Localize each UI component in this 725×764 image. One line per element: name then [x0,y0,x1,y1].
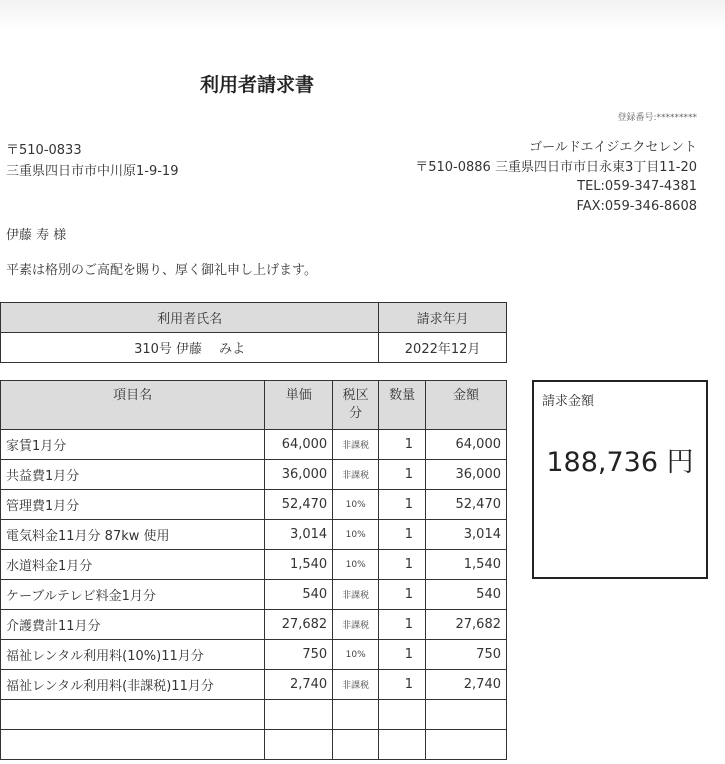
item-amount: 52,470 [426,490,507,520]
item-name: 共益費1月分 [1,460,265,490]
empty-cell [426,700,507,730]
item-quantity: 1 [379,610,426,640]
recipient-address-block [6,140,178,182]
empty-table-row [1,700,507,730]
table-row [1,640,507,670]
items-header-row [1,381,507,430]
item-unit-price: 1,540 [265,550,333,580]
user-info-table [0,302,507,363]
company-tel: TEL:059-347-4381 [577,179,697,194]
item-unit-price: 540 [265,580,333,610]
empty-cell [333,730,379,760]
billing-amount-box [532,380,708,579]
table-row [1,550,507,580]
item-name: 水道料金1月分 [1,550,265,580]
table-row [1,670,507,700]
billing-month-header: 請求年月 [379,303,507,333]
item-amount: 540 [426,580,507,610]
item-quantity: 1 [379,670,426,700]
item-tax-category: 10% [333,490,379,520]
item-amount: 27,682 [426,610,507,640]
item-unit-price: 36,000 [265,460,333,490]
company-address: 〒510-0886 三重県四日市市日永東3丁目11-20 [415,159,697,175]
item-name: 福祉レンタル利用料(10%)11月分 [1,640,265,670]
table-row [1,490,507,520]
empty-cell [379,730,426,760]
table-row [1,430,507,460]
items-table [0,380,507,760]
empty-cell [426,730,507,760]
item-quantity: 1 [379,580,426,610]
billing-month-value: 2022年12月 [379,333,507,363]
empty-cell [379,700,426,730]
amount-header: 金額 [426,381,507,430]
item-quantity: 1 [379,520,426,550]
item-amount: 750 [426,640,507,670]
recipient-name: 伊藤 寿 様 [6,228,67,243]
top-bar [0,0,725,30]
item-name: 家賃1月分 [1,430,265,460]
item-tax-category: 非課税 [333,610,379,640]
item-tax-category: 非課税 [333,460,379,490]
table-row [1,460,507,490]
item-unit-price: 27,682 [265,610,333,640]
item-name: 管理費1月分 [1,490,265,520]
billing-amount-label: 請求金額 [542,394,595,409]
empty-cell [1,700,265,730]
recipient-postal-code: 〒510-0833 [6,143,82,158]
item-name: ケーブルテレビ料金1月分 [1,580,265,610]
empty-cell [1,730,265,760]
empty-cell [333,700,379,730]
recipient-address: 三重県四日市市中川原1-9-19 [6,164,179,179]
item-unit-price: 64,000 [265,430,333,460]
empty-table-row [1,730,507,760]
item-amount: 36,000 [426,460,507,490]
table-row [1,520,507,550]
company-fax: FAX:059-346-8608 [576,198,697,214]
item-quantity: 1 [379,460,426,490]
item-amount: 2,740 [426,670,507,700]
item-tax-category: 10% [333,550,379,580]
greeting-text: 平素は格別のご高配を賜り、厚く御礼申し上げます。 [6,263,317,278]
company-name: ゴールドエイジエクセレント [529,140,697,155]
registration-number: 登録番号:********* [617,113,697,123]
item-tax-category: 10% [333,640,379,670]
tax-category-header: 税区 分 [333,381,379,430]
item-tax-category: 非課税 [333,670,379,700]
item-quantity: 1 [379,430,426,460]
item-name: 介護費計11月分 [1,610,265,640]
item-quantity: 1 [379,640,426,670]
item-amount: 64,000 [426,430,507,460]
item-amount: 1,540 [426,550,507,580]
item-unit-price: 52,470 [265,490,333,520]
quantity-header: 数量 [379,381,426,430]
billing-amount-value: 188,736 円 [546,447,694,478]
item-quantity: 1 [379,550,426,580]
item-tax-category: 非課税 [333,580,379,610]
item-name: 福祉レンタル利用料(非課税)11月分 [1,670,265,700]
item-name-header: 項目名 [1,381,265,430]
empty-cell [265,700,333,730]
item-amount: 3,014 [426,520,507,550]
user-name-header: 利用者氏名 [1,303,379,333]
company-block [415,138,697,216]
table-row [1,580,507,610]
table-row [1,610,507,640]
empty-cell [265,730,333,760]
item-unit-price: 750 [265,640,333,670]
item-name: 電気料金11月分 87kw 使用 [1,520,265,550]
user-name-value: 310号 伊藤 みよ [1,333,379,363]
item-quantity: 1 [379,490,426,520]
document-title: 利用者請求書 [200,74,315,96]
unit-price-header: 単価 [265,381,333,430]
item-tax-category: 10% [333,520,379,550]
item-tax-category: 非課税 [333,430,379,460]
item-unit-price: 3,014 [265,520,333,550]
item-unit-price: 2,740 [265,670,333,700]
